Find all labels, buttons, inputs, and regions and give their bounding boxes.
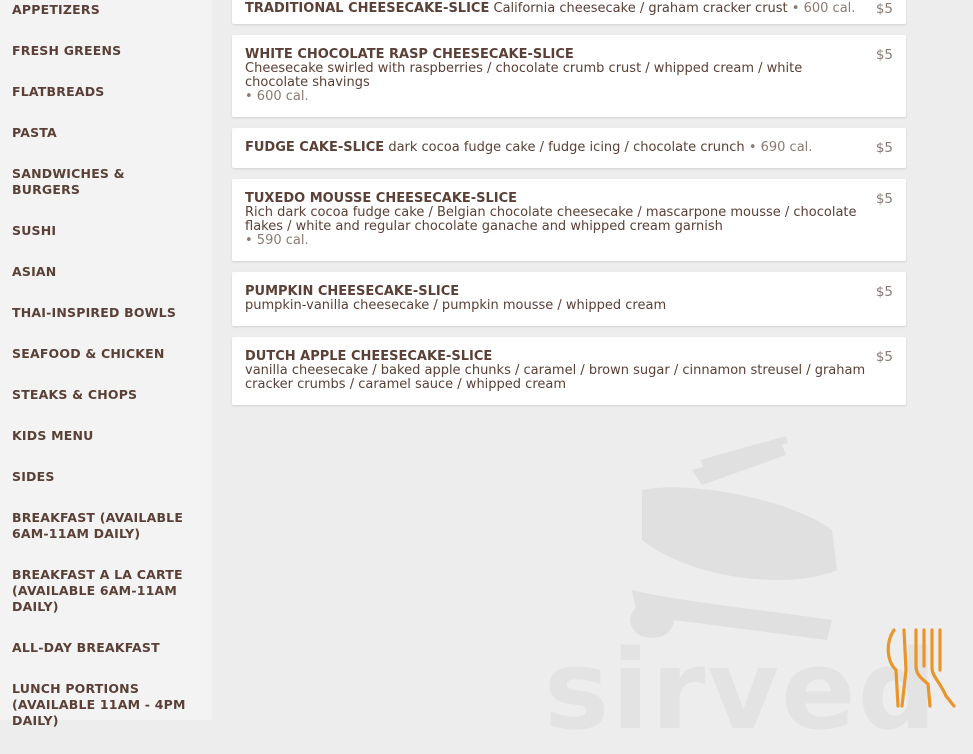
sidebar-item-flatbreads[interactable]: FLATBREADS <box>12 84 105 99</box>
menu-item-price: $5 <box>875 349 893 365</box>
sidebar-item-sides[interactable]: SIDES <box>12 469 55 484</box>
menu-item-name: DUTCH APPLE CHEESECAKE-SLICE <box>245 349 493 364</box>
sidebar-item-seafood-chicken[interactable]: SEAFOOD & CHICKEN <box>12 346 165 361</box>
menu-item-price: $5 <box>875 140 893 156</box>
sidebar-item-lunch-portions[interactable]: LUNCH PORTIONS (AVAILABLE 11AM - 4PM DAILY) <box>12 681 186 728</box>
menu-item-description: vanilla cheesecake / baked apple chunks / caramel / brown sugar / cinnamon streusel / graham cracker crumbs / caramel sauce / whipped cream <box>245 363 866 392</box>
menu-item-price: $5 <box>875 47 893 63</box>
sidebar-item-appetizers[interactable]: APPETIZERS <box>12 2 100 17</box>
menu-item-card[interactable] <box>232 272 906 326</box>
sidebar-item-kids-menu[interactable]: KIDS MENU <box>12 428 94 443</box>
sidebar-item-asian[interactable]: ASIAN <box>12 264 57 279</box>
menu-item-description: Cheesecake swirled with raspberries / chocolate crumb crust / whipped cream / white chocolate shavings <box>245 61 803 90</box>
sidebar-item-sandwiches-burgers[interactable]: SANDWICHES & BURGERS <box>12 166 125 197</box>
menu-item-card[interactable] <box>232 179 906 261</box>
menu-item-price: $5 <box>875 1 893 17</box>
menu-item-price: $5 <box>875 191 893 207</box>
menu-content <box>212 0 973 754</box>
menu-item-calories: • 590 cal. <box>245 233 309 248</box>
menu-item-card[interactable] <box>232 128 906 168</box>
watermark-text: sirved <box>544 626 939 754</box>
sidebar-item-thai-inspired-bowls[interactable]: THAI-INSPIRED BOWLS <box>12 305 177 320</box>
menu-item-name: PUMPKIN CHEESECAKE-SLICE <box>245 284 460 299</box>
sidebar-item-sushi[interactable]: SUSHI <box>12 223 57 238</box>
menu-item-description: Rich dark cocoa fudge cake / Belgian chocolate cheesecake / mascarpone mousse / chocolate flakes / white and regular chocolate ganache and whipped cream garnish <box>245 205 857 234</box>
fork-spoon-logo-icon[interactable] <box>884 626 960 710</box>
menu-item-calories: • 600 cal. <box>791 1 856 16</box>
menu-item-description: California cheesecake / graham cracker crust <box>493 1 788 16</box>
menu-item-description: dark cocoa fudge cake / fudge icing / chocolate crunch <box>388 140 745 155</box>
sidebar-item-steaks-chops[interactable]: STEAKS & CHOPS <box>12 387 138 402</box>
menu-item-card[interactable] <box>232 0 906 24</box>
menu-item-card[interactable] <box>232 337 906 405</box>
menu-item-calories: • 690 cal. <box>748 140 813 155</box>
sidebar-item-all-day-breakfast[interactable]: ALL-DAY BREAKFAST <box>12 640 160 655</box>
sidebar-item-pasta[interactable]: PASTA <box>12 125 57 140</box>
menu-item-name: TUXEDO MOUSSE CHEESECAKE-SLICE <box>245 191 518 206</box>
menu-item-description: pumpkin-vanilla cheesecake / pumpkin mousse / whipped cream <box>245 298 667 313</box>
menu-item-calories: • 600 cal. <box>245 89 309 104</box>
sidebar-item-breakfast-a-la-carte[interactable]: BREAKFAST A LA CARTE (AVAILABLE 6AM-11AM DAILY) <box>12 567 183 614</box>
menu-item-card[interactable] <box>232 35 906 117</box>
menu-item-name: WHITE CHOCOLATE RASP CHEESECAKE-SLICE <box>245 47 574 62</box>
sidebar-item-breakfast[interactable]: BREAKFAST (AVAILABLE 6AM-11AM DAILY) <box>12 510 184 541</box>
category-sidebar <box>0 0 212 728</box>
menu-item-name: TRADITIONAL CHEESECAKE-SLICE <box>245 1 490 16</box>
menu-item-price: $5 <box>875 284 893 300</box>
menu-item-name: FUDGE CAKE-SLICE <box>245 140 385 155</box>
sidebar-item-fresh-greens[interactable]: FRESH GREENS <box>12 43 122 58</box>
